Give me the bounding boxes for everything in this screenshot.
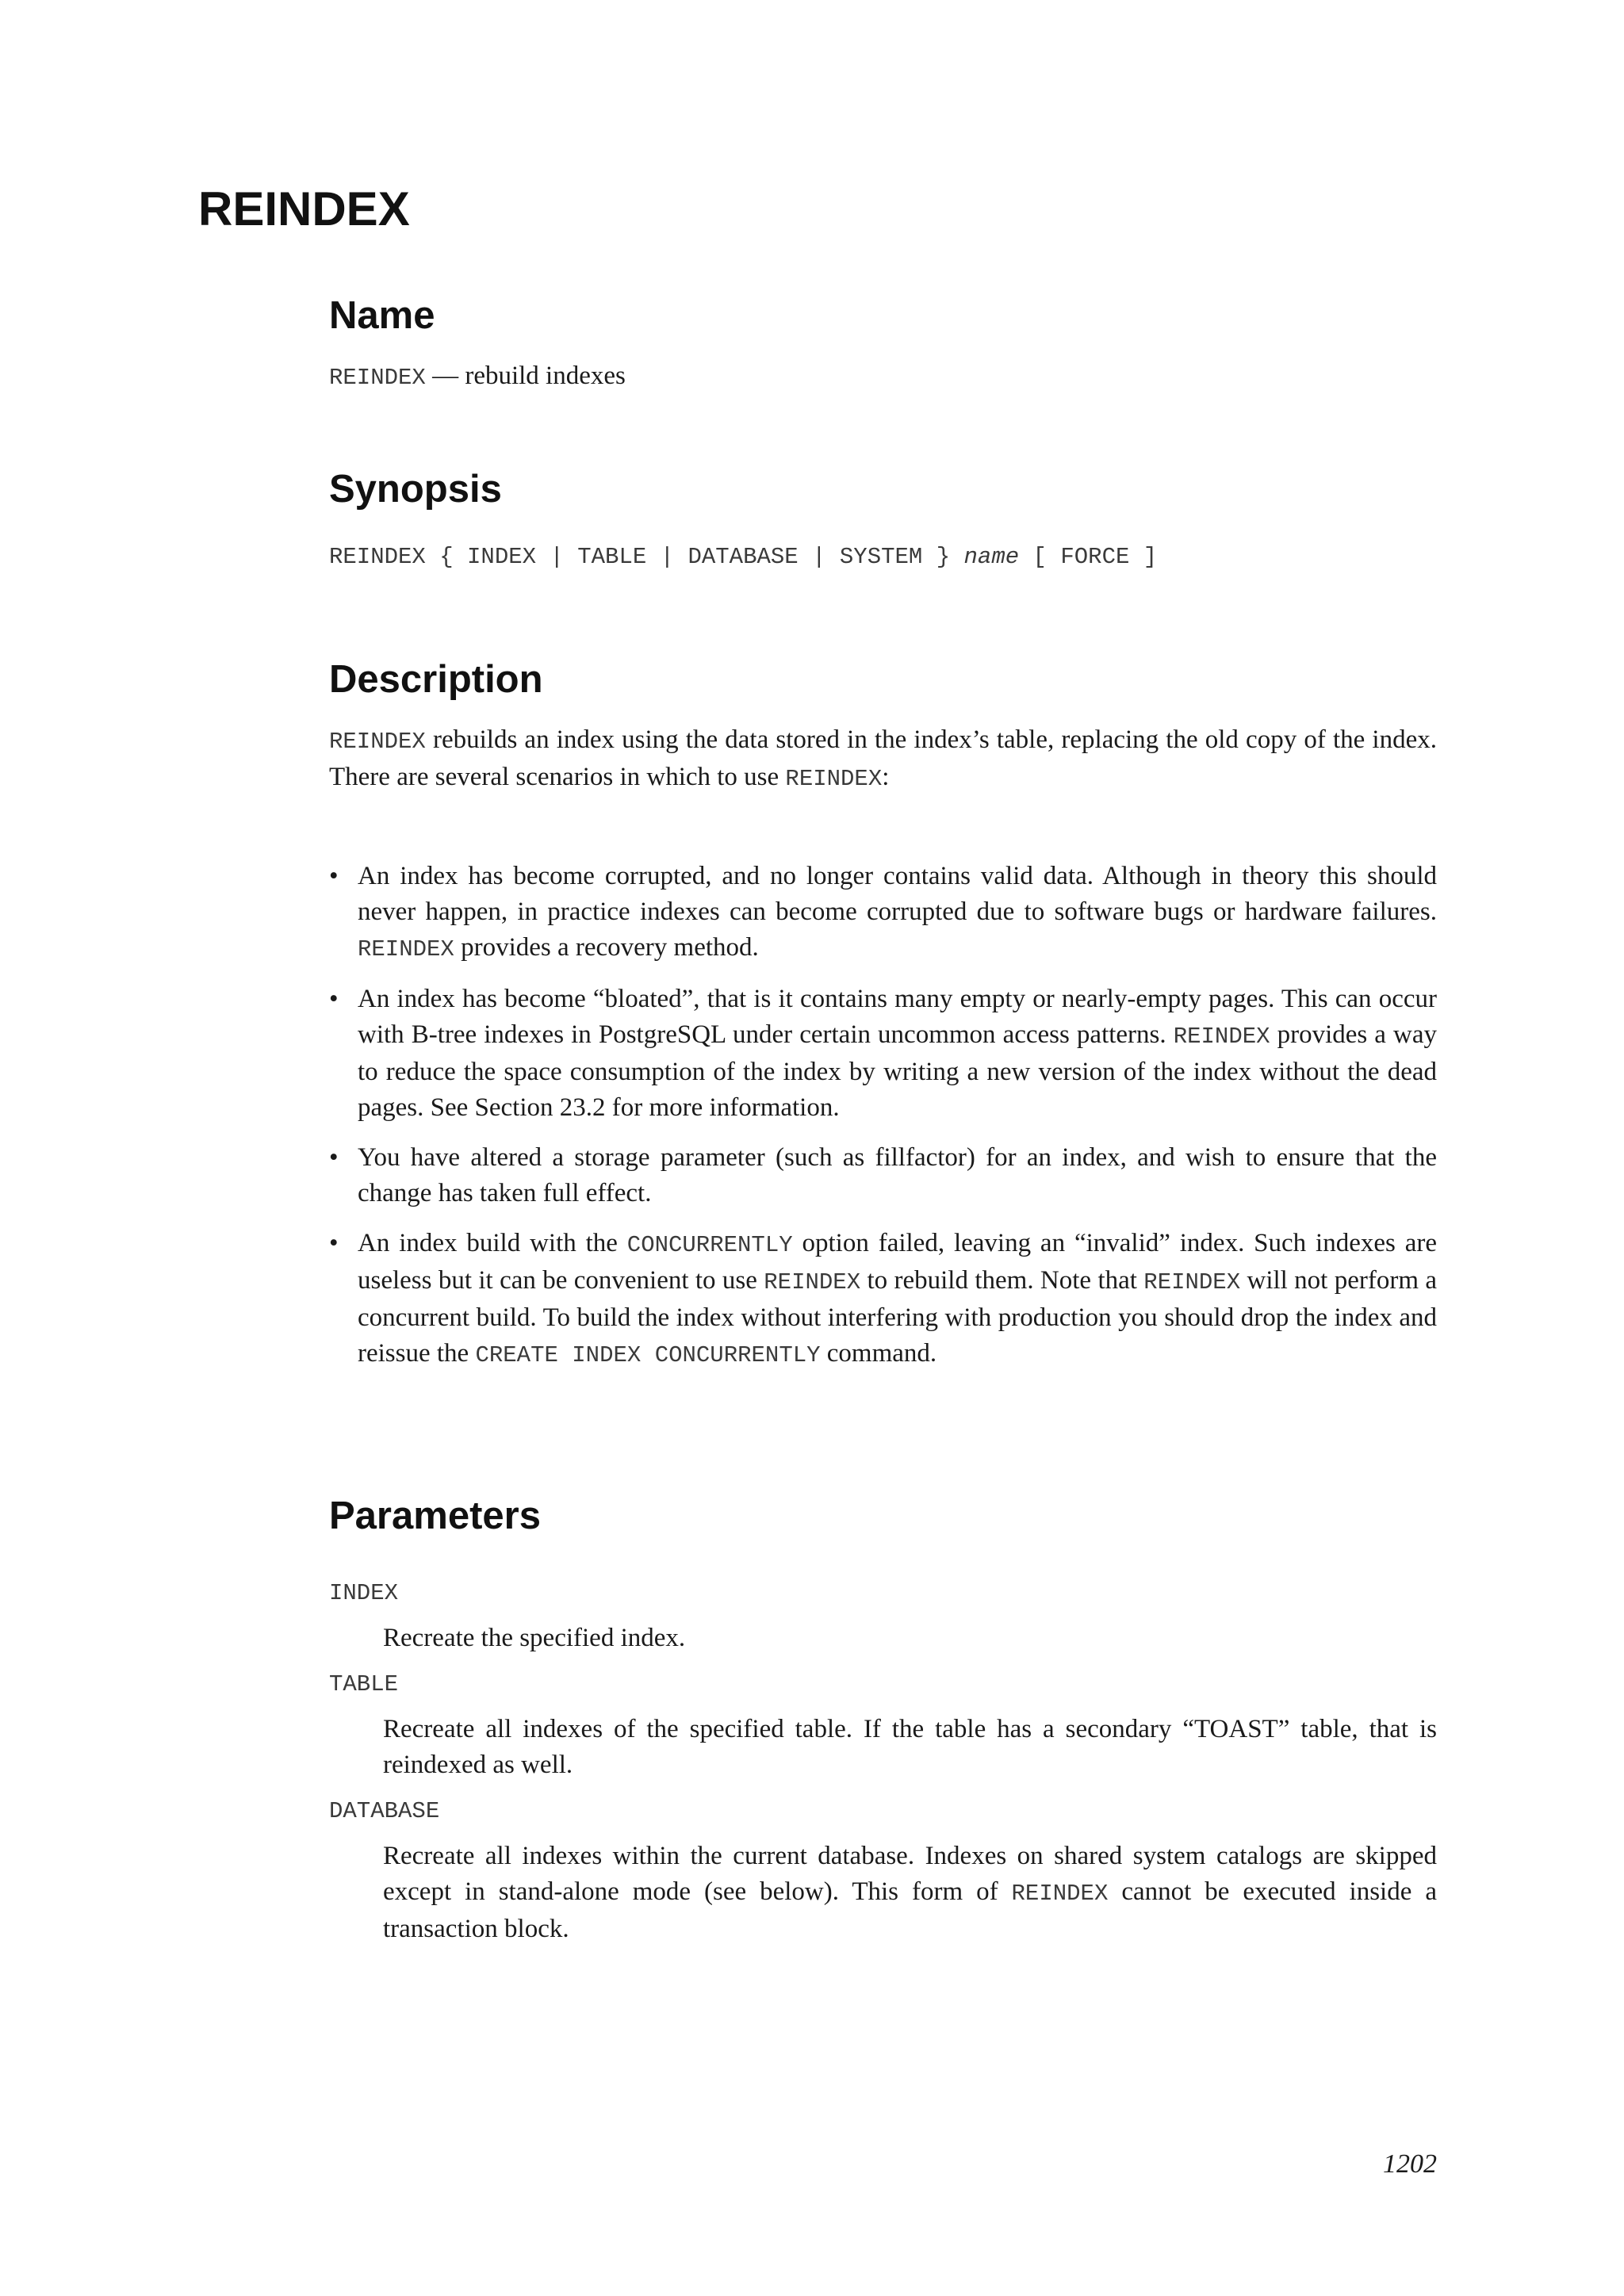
page-number: 1202 xyxy=(1383,2149,1437,2179)
inline-command: REINDEX xyxy=(764,1269,861,1295)
list-item xyxy=(329,859,1437,967)
page-title: REINDEX xyxy=(198,182,410,235)
parameter-term: DATABASE xyxy=(329,1798,440,1824)
text-run: cannot be executed inside a transaction block. xyxy=(383,1877,1437,1943)
inline-command: REINDEX xyxy=(358,936,454,962)
synopsis-code xyxy=(329,541,1437,573)
inline-command: REINDEX xyxy=(329,729,426,755)
parameters-heading: Parameters xyxy=(329,1494,541,1537)
parameter-description xyxy=(383,1839,1437,1947)
command-summary: — rebuild indexes xyxy=(425,362,626,390)
parameter-term: INDEX xyxy=(329,1580,399,1606)
command-name: REINDEX xyxy=(329,365,426,391)
parameter-description xyxy=(383,1712,1437,1783)
parameter-term: TABLE xyxy=(329,1671,399,1697)
text-run: An index has become “bloated”, that is it contains many empty or nearly-empty pages. This can occur with B-tree indexes in PostgreSQL under certain uncommon access patterns. xyxy=(358,985,1437,1049)
text-run: Recreate the specified index. xyxy=(383,1624,686,1652)
text-run: An index has become corrupted, and no longer contains valid data. Although in theory this should never happen, in practice indexes can become corrupted due to software bugs or hardware failures. xyxy=(358,862,1437,926)
inline-command: REINDEX xyxy=(1173,1024,1270,1050)
description-heading: Description xyxy=(329,658,543,701)
text-run: provides a way to reduce the space consumption of the index by writing a new version of the index without the dead pages. See Section 23.2 for more information. xyxy=(358,1020,1437,1122)
inline-command: CREATE INDEX CONCURRENTLY xyxy=(475,1342,821,1368)
text-run: Recreate all indexes of the specified table. If the table has a secondary “TOAST” table, that is reindexed as well. xyxy=(383,1715,1437,1779)
text-run: to rebuild them. Note that xyxy=(860,1266,1144,1295)
text-run: will not perform a concurrent build. To build the index without interfering with production you should drop the index and reissue the xyxy=(358,1266,1438,1368)
inline-command: REINDEX xyxy=(785,766,883,792)
bullet-icon: • xyxy=(329,1229,339,1257)
text-run: rebuilds an index using the data stored in the index’s table, replacing the old copy of the index. There are several scenarios in which to use xyxy=(329,725,1437,791)
list-item xyxy=(329,1140,1437,1211)
inline-command: REINDEX xyxy=(1143,1269,1241,1295)
inline-command: REINDEX xyxy=(1011,1881,1109,1907)
bullet-icon: • xyxy=(329,1143,339,1172)
synopsis-placeholder: name xyxy=(963,544,1020,570)
reference-content xyxy=(329,292,1437,1960)
text-run: An index build with the xyxy=(358,1229,627,1257)
text-run: option failed, leaving an “invalid” index. Such indexes are useless but it can be convenient to use xyxy=(358,1229,1437,1295)
text-run: Recreate all indexes within the current database. Indexes on shared system catalogs are skipped except in stand-alone mode (see below). This form of xyxy=(383,1842,1437,1906)
bullet-icon: • xyxy=(329,862,339,890)
synopsis-heading: Synopsis xyxy=(329,468,502,511)
text-run: provides a recovery method. xyxy=(454,933,759,962)
text-run: You have altered a storage parameter (such as fillfactor) for an index, and wish to ensure that the change has taken full effect. xyxy=(358,1143,1437,1207)
text-run: : xyxy=(882,763,890,791)
list-item xyxy=(329,1226,1437,1373)
scenario-list xyxy=(329,859,1437,1373)
name-heading: Name xyxy=(329,294,435,337)
parameter-description xyxy=(383,1621,1437,1656)
text-run: command. xyxy=(820,1339,937,1368)
synopsis-suffix: [ FORCE ] xyxy=(1019,544,1158,570)
bullet-icon: • xyxy=(329,985,339,1013)
description-intro xyxy=(329,722,1437,797)
synopsis-prefix: REINDEX { INDEX | TABLE | DATABASE | SYSTEM } xyxy=(329,544,964,570)
name-summary xyxy=(329,358,1437,396)
parameter-list xyxy=(329,1578,1437,1947)
list-item xyxy=(329,982,1437,1126)
inline-command: CONCURRENTLY xyxy=(626,1232,793,1258)
